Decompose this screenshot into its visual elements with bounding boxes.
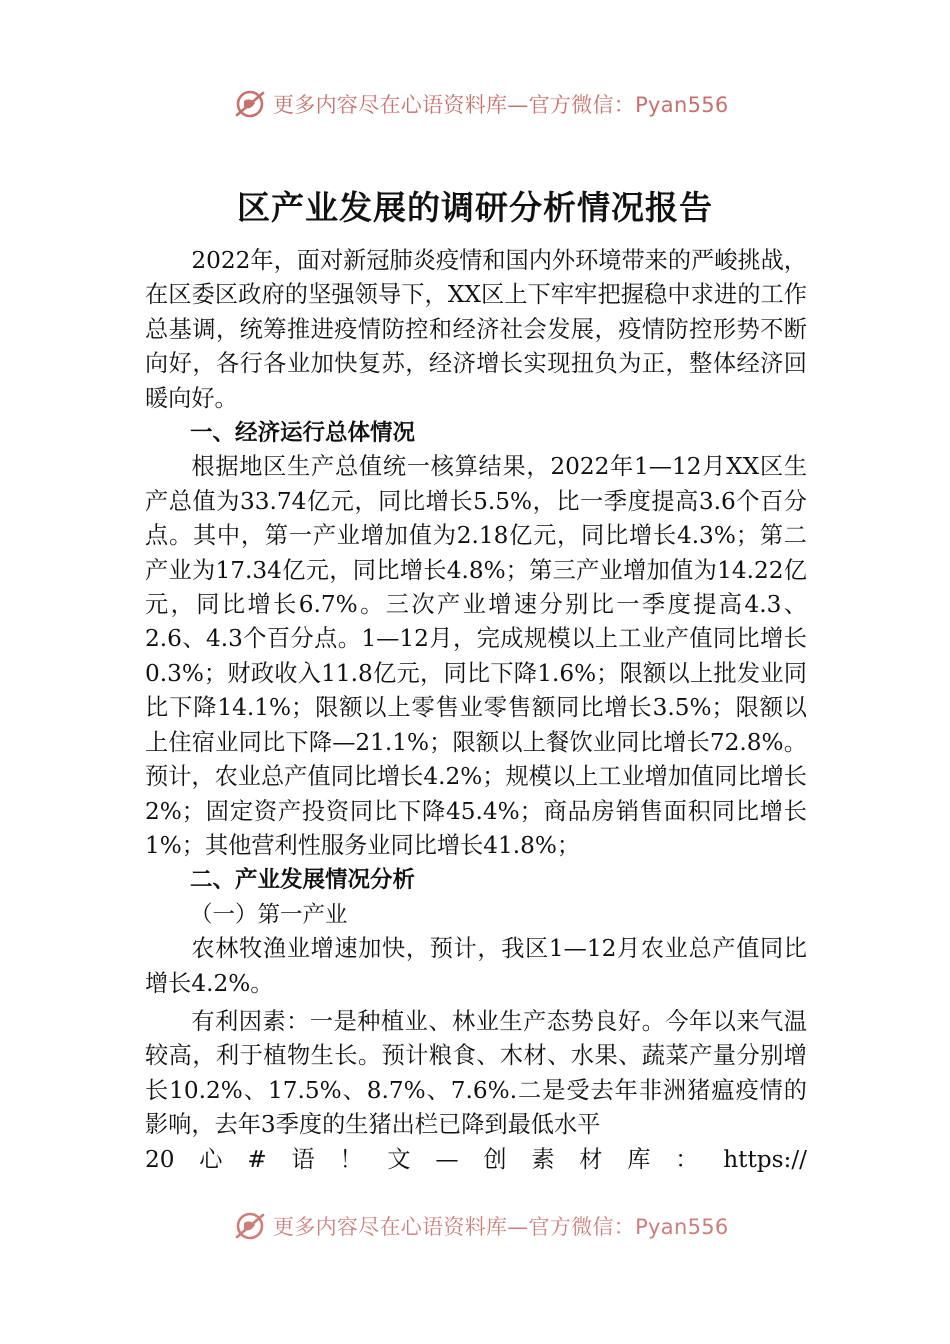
section-1-heading: 一、经济运行总体情况 [190, 420, 416, 447]
brand-logo-icon [233, 87, 267, 121]
footer-link-text: https:// [723, 1145, 807, 1173]
footer-char: 20 [145, 1145, 175, 1173]
footer-char: 材 [579, 1145, 603, 1173]
document-title: 区产业发展的调研分析情况报告 [237, 188, 713, 227]
footer-watermark-line [145, 1143, 807, 1177]
watermark-text: 更多内容尽在心语资料库—官方微信：Pyan556 [273, 93, 729, 117]
watermark-footer [233, 1206, 729, 1246]
footer-char: 文 [387, 1145, 411, 1173]
watermark-header [233, 84, 729, 124]
footer-char: 心 [199, 1145, 223, 1173]
footer-char: ： [675, 1145, 699, 1173]
footer-char: ！ [339, 1145, 363, 1173]
intro-paragraph: 2022年，面对新冠肺炎疫情和国内外环境带来的严峻挑战，在区委区政府的坚强领导下，XX区上下牢牢把握稳中求进的工作总基调，统筹推进疫情防控和经济社会发展，疫情防控形势不断向好，各行各业加快复苏，经济增长实现扭负为正，整体经济回暖向好。 [145, 247, 807, 412]
section-1-paragraph: 根据地区生产总值统一核算结果，2022年1—12月XX区生产总值为33.74亿元，同比增长5.5%，比一季度提高3.6个百分点。其中，第一产业增加值为2.18亿元，同比增长4.3%；第二产业为17.34亿元，同比增长4.8%；第三产业增加值为14.22亿元，同比增长6.7%。三次产业增速分别比一季度提高4.3、2.6、4.3个百分点。1—12月，完成规模以上工业产值同比增长0.3%；财政收入11.8亿元，同比下降1.6%；限额以上批发业同比下降14.1%；限额以上零售业零售额同比增长3.5%；限额以上住宿业同比下降—21.1%；限额以上餐饮业同比增长72.8%。预计，农业总产值同比增长4.2%；规模以上工业增加值同比增长2%；固定资产投资同比下降45.4%；商品房销售面积同比增长1%；其他营利性服务业同比增长41.8%； [145, 453, 807, 859]
footer-char: # [247, 1145, 267, 1173]
agriculture-growth-paragraph: 农林牧渔业增速加快，预计，我区1—12月农业总产值同比增长4.2%。 [145, 935, 807, 997]
footer-char: 素 [531, 1145, 555, 1173]
footer-char: — [435, 1145, 459, 1173]
favorable-factors-paragraph: 有利因素：一是种植业、林业生产态势良好。今年以来气温较高，利于植物生长。预计粮食、木材、水果、蔬菜产量分别增长10.2%、17.5%、8.7%、7.6%.二是受去年非洲猪瘟疫情的影响，去年3季度的生猪出栏已降到最低水平 [145, 1007, 807, 1139]
footer-char: 语 [291, 1145, 315, 1173]
footer-char: 创 [483, 1145, 507, 1173]
document-body [145, 244, 807, 1177]
subsection-primary-industry-heading: （一）第一产业 [190, 901, 348, 928]
footer-char: 库 [627, 1145, 651, 1173]
brand-logo-icon [233, 1209, 267, 1243]
section-2-heading: 二、产业发展情况分析 [190, 867, 416, 894]
watermark-text: 更多内容尽在心语资料库—官方微信：Pyan556 [273, 1215, 729, 1239]
